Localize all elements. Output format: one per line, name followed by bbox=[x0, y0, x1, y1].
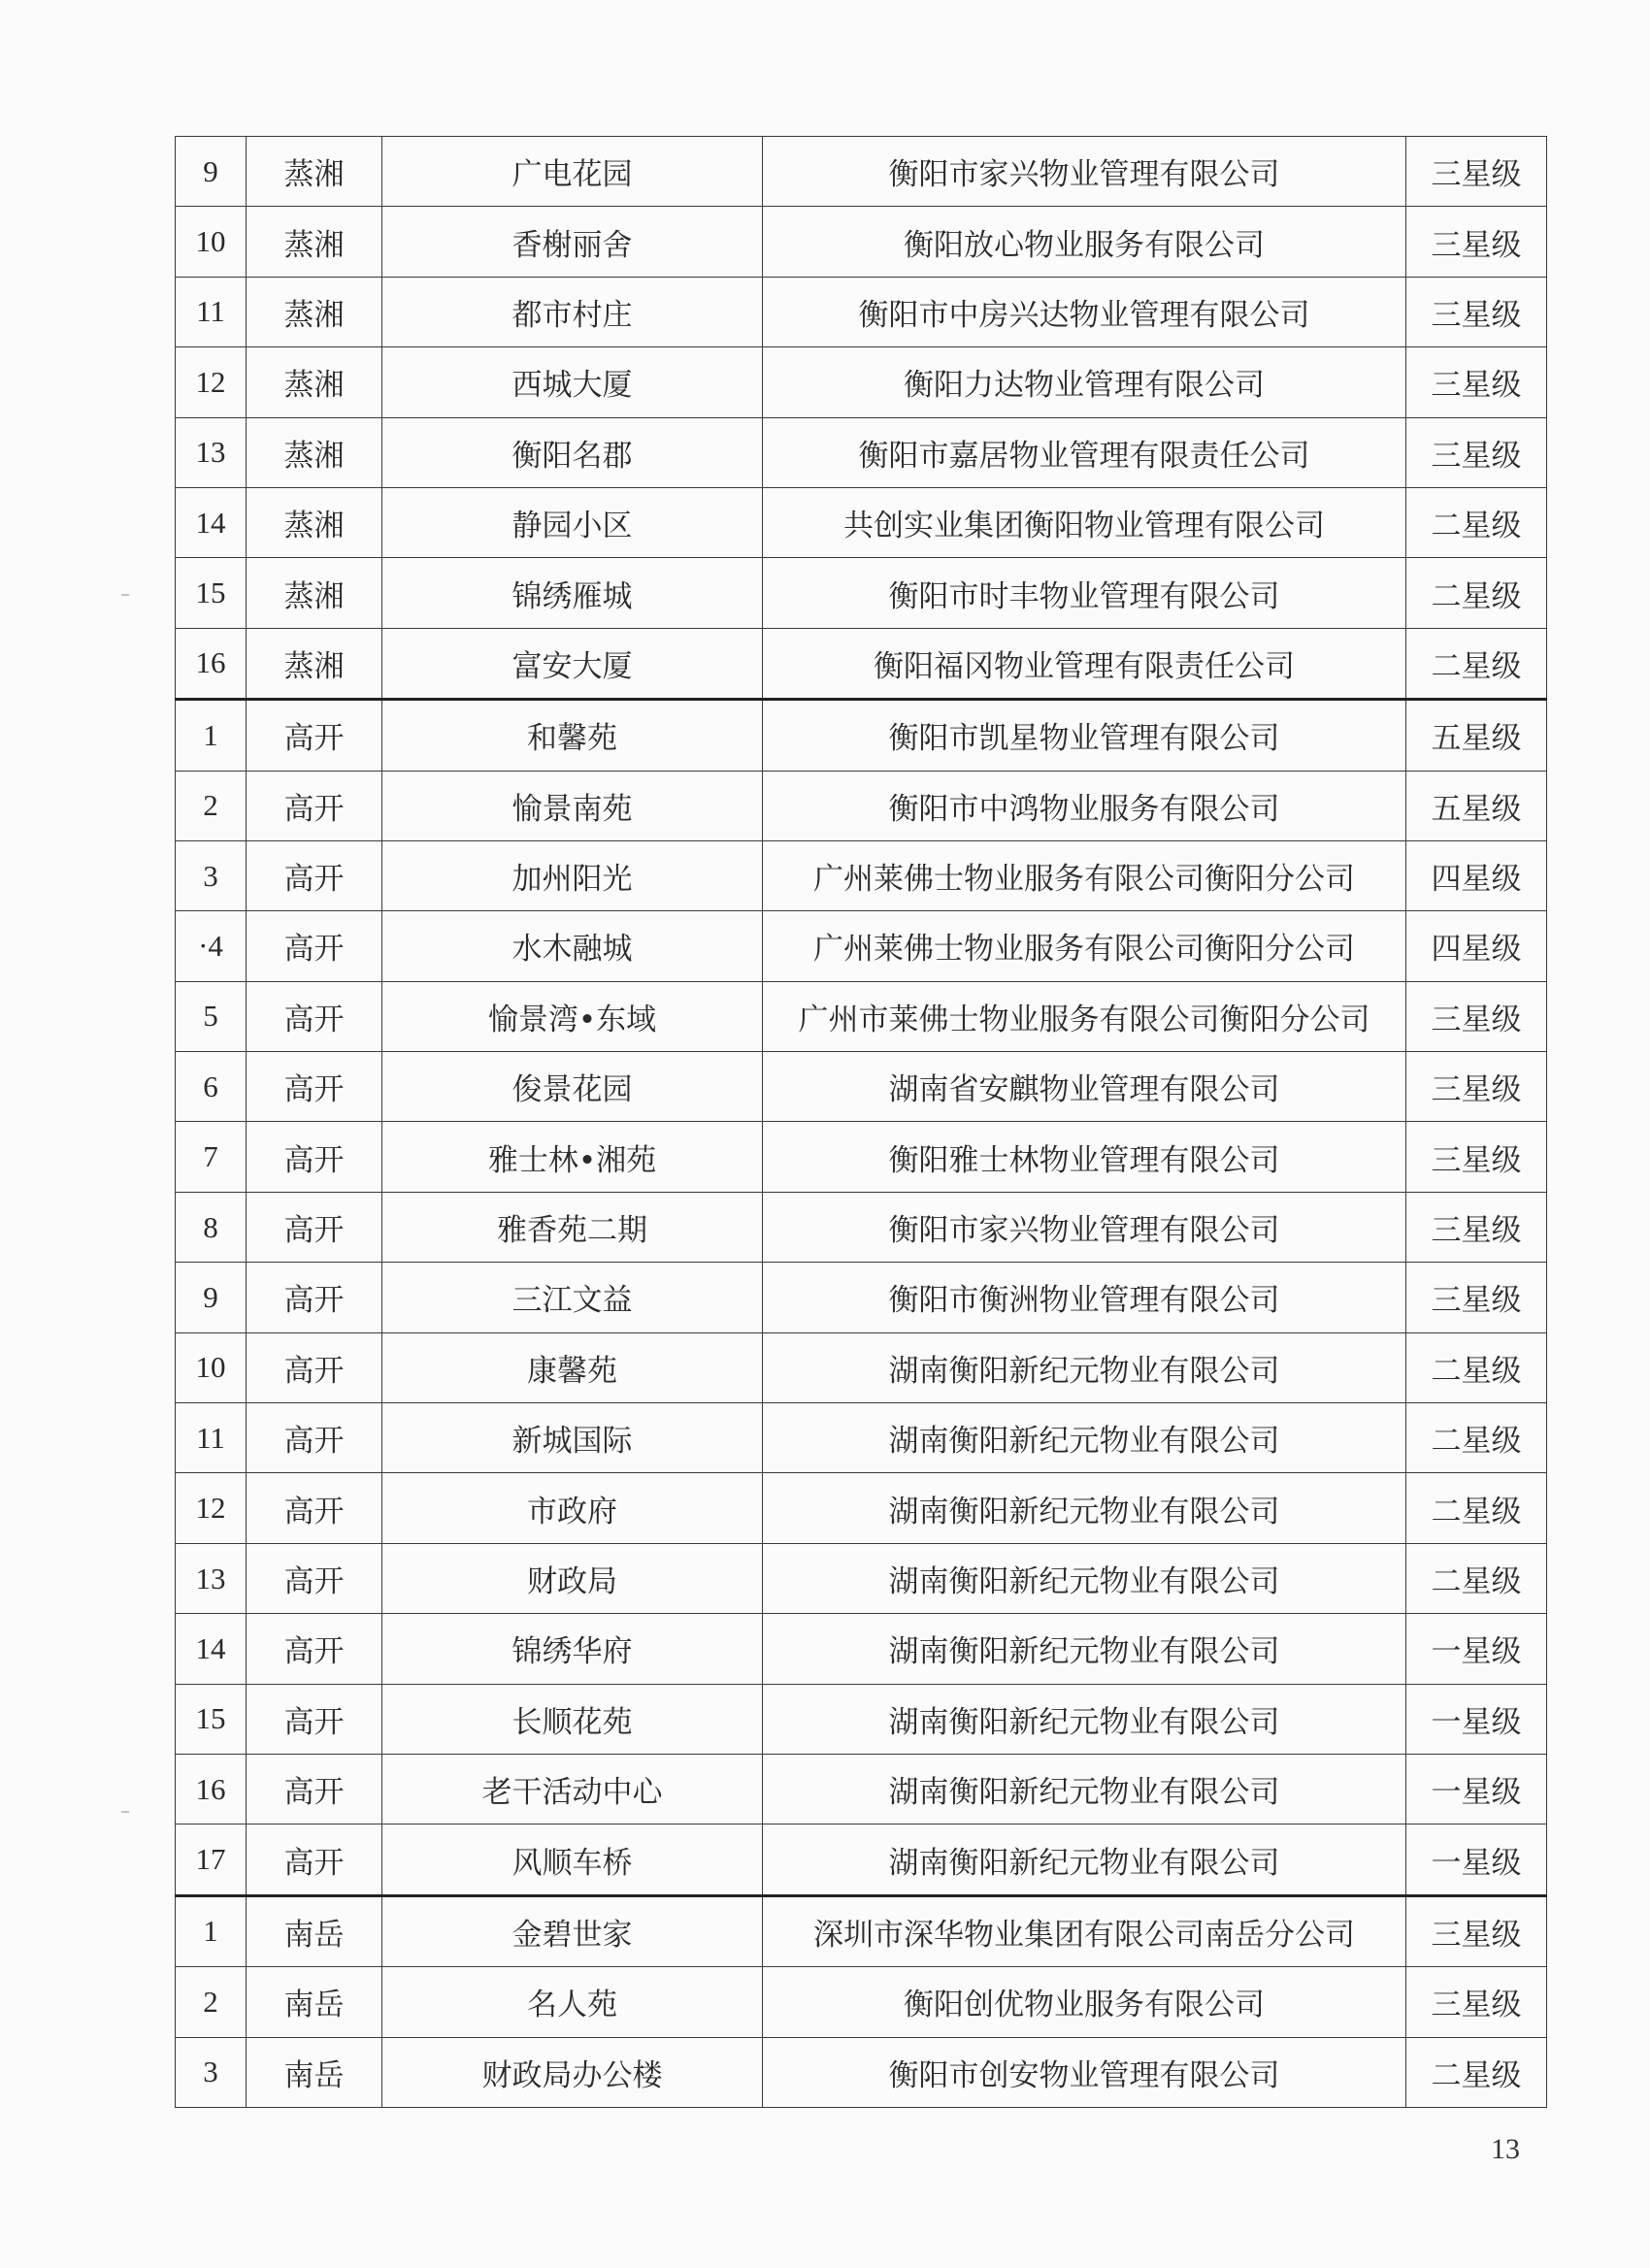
cell-number: 7 bbox=[176, 1122, 247, 1192]
cell-project-name: 新城国际 bbox=[382, 1403, 763, 1473]
cell-number: 8 bbox=[176, 1192, 247, 1262]
cell-star-level: 一星级 bbox=[1406, 1754, 1547, 1824]
cell-star-level: 二星级 bbox=[1406, 487, 1547, 557]
cell-project-name: 愉景南苑 bbox=[382, 771, 763, 840]
cell-project-name: 锦绣雁城 bbox=[382, 558, 763, 628]
cell-project-name: 市政府 bbox=[382, 1473, 763, 1543]
page-number: 13 bbox=[1491, 2133, 1520, 2165]
table-row bbox=[176, 417, 1547, 487]
cell-district: 高开 bbox=[247, 1684, 382, 1754]
cell-star-level: 二星级 bbox=[1406, 558, 1547, 628]
table-row bbox=[176, 1754, 1547, 1824]
cell-number: 1 bbox=[176, 700, 247, 771]
table-row bbox=[176, 558, 1547, 628]
cell-number: 16 bbox=[176, 628, 247, 699]
cell-number: ·4 bbox=[176, 911, 247, 981]
table-row bbox=[176, 911, 1547, 981]
cell-district: 蒸湘 bbox=[247, 628, 382, 699]
cell-star-level: 二星级 bbox=[1406, 1332, 1547, 1402]
table-row bbox=[176, 1684, 1547, 1754]
cell-number: 14 bbox=[176, 487, 247, 557]
cell-company: 衡阳放心物业服务有限公司 bbox=[763, 207, 1406, 277]
table-row bbox=[176, 1332, 1547, 1402]
cell-district: 蒸湘 bbox=[247, 347, 382, 417]
cell-star-level: 三星级 bbox=[1406, 1192, 1547, 1262]
cell-star-level: 四星级 bbox=[1406, 840, 1547, 910]
cell-project-name: 愉景湾•东域 bbox=[382, 981, 763, 1051]
table-row bbox=[176, 347, 1547, 417]
table-row bbox=[176, 2037, 1547, 2107]
cell-number: 3 bbox=[176, 2037, 247, 2107]
table-body bbox=[176, 137, 1547, 2108]
cell-star-level: 三星级 bbox=[1406, 1895, 1547, 1966]
cell-star-level: 二星级 bbox=[1406, 1403, 1547, 1473]
cell-project-name: 名人苑 bbox=[382, 1967, 763, 2037]
cell-project-name: 水木融城 bbox=[382, 911, 763, 981]
cell-star-level: 三星级 bbox=[1406, 1052, 1547, 1122]
cell-district: 蒸湘 bbox=[247, 137, 382, 207]
cell-project-name: 加州阳光 bbox=[382, 840, 763, 910]
cell-company: 湖南衡阳新纪元物业有限公司 bbox=[763, 1473, 1406, 1543]
cell-project-name: 和馨苑 bbox=[382, 700, 763, 771]
cell-district: 南岳 bbox=[247, 1895, 382, 1966]
cell-company: 衡阳市中房兴达物业管理有限公司 bbox=[763, 277, 1406, 346]
cell-number: 12 bbox=[176, 1473, 247, 1543]
table-row bbox=[176, 487, 1547, 557]
cell-company: 衡阳市家兴物业管理有限公司 bbox=[763, 1192, 1406, 1262]
cell-project-name: 康馨苑 bbox=[382, 1332, 763, 1402]
cell-number: 15 bbox=[176, 558, 247, 628]
table-row bbox=[176, 771, 1547, 840]
cell-company: 衡阳市衡洲物业管理有限公司 bbox=[763, 1263, 1406, 1332]
cell-number: 10 bbox=[176, 207, 247, 277]
cell-number: 9 bbox=[176, 137, 247, 207]
cell-company: 湖南衡阳新纪元物业有限公司 bbox=[763, 1824, 1406, 1895]
table-row bbox=[176, 207, 1547, 277]
cell-company: 湖南衡阳新纪元物业有限公司 bbox=[763, 1614, 1406, 1684]
cell-district: 高开 bbox=[247, 1614, 382, 1684]
cell-star-level: 四星级 bbox=[1406, 911, 1547, 981]
table-row bbox=[176, 1967, 1547, 2037]
cell-company: 衡阳市时丰物业管理有限公司 bbox=[763, 558, 1406, 628]
cell-star-level: 二星级 bbox=[1406, 2037, 1547, 2107]
cell-company: 衡阳雅士林物业管理有限公司 bbox=[763, 1122, 1406, 1192]
cell-company: 广州莱佛士物业服务有限公司衡阳分公司 bbox=[763, 911, 1406, 981]
table-row bbox=[176, 137, 1547, 207]
table-row bbox=[176, 840, 1547, 910]
table-row bbox=[176, 1192, 1547, 1262]
table-row bbox=[176, 1824, 1547, 1895]
table-row bbox=[176, 1052, 1547, 1122]
cell-district: 蒸湘 bbox=[247, 207, 382, 277]
cell-district: 高开 bbox=[247, 1122, 382, 1192]
cell-star-level: 三星级 bbox=[1406, 1263, 1547, 1332]
cell-project-name: 静园小区 bbox=[382, 487, 763, 557]
cell-number: 2 bbox=[176, 1967, 247, 2037]
cell-company: 共创实业集团衡阳物业管理有限公司 bbox=[763, 487, 1406, 557]
cell-number: 13 bbox=[176, 1543, 247, 1613]
cell-district: 南岳 bbox=[247, 2037, 382, 2107]
cell-project-name: 西城大厦 bbox=[382, 347, 763, 417]
cell-number: 10 bbox=[176, 1332, 247, 1402]
cell-company: 衡阳市嘉居物业管理有限责任公司 bbox=[763, 417, 1406, 487]
cell-star-level: 三星级 bbox=[1406, 207, 1547, 277]
table-row bbox=[176, 628, 1547, 699]
cell-star-level: 三星级 bbox=[1406, 1967, 1547, 2037]
cell-project-name: 富安大厦 bbox=[382, 628, 763, 699]
cell-district: 高开 bbox=[247, 1332, 382, 1402]
cell-district: 高开 bbox=[247, 1192, 382, 1262]
cell-number: 17 bbox=[176, 1824, 247, 1895]
cell-project-name: 金碧世家 bbox=[382, 1895, 763, 1966]
cell-company: 湖南衡阳新纪元物业有限公司 bbox=[763, 1403, 1406, 1473]
cell-district: 高开 bbox=[247, 911, 382, 981]
table-row bbox=[176, 981, 1547, 1051]
scan-speck bbox=[121, 594, 129, 596]
cell-number: 1 bbox=[176, 1895, 247, 1966]
cell-star-level: 三星级 bbox=[1406, 1122, 1547, 1192]
cell-company: 衡阳福冈物业管理有限责任公司 bbox=[763, 628, 1406, 699]
table-row bbox=[176, 1263, 1547, 1332]
cell-company: 湖南省安麒物业管理有限公司 bbox=[763, 1052, 1406, 1122]
cell-project-name: 三江文益 bbox=[382, 1263, 763, 1332]
cell-district: 高开 bbox=[247, 1403, 382, 1473]
cell-project-name: 雅士林•湘苑 bbox=[382, 1122, 763, 1192]
cell-star-level: 三星级 bbox=[1406, 277, 1547, 346]
cell-number: 11 bbox=[176, 1403, 247, 1473]
cell-company: 衡阳市家兴物业管理有限公司 bbox=[763, 137, 1406, 207]
table-row bbox=[176, 1543, 1547, 1613]
cell-number: 13 bbox=[176, 417, 247, 487]
cell-company: 广州莱佛士物业服务有限公司衡阳分公司 bbox=[763, 840, 1406, 910]
cell-project-name: 雅香苑二期 bbox=[382, 1192, 763, 1262]
cell-company: 湖南衡阳新纪元物业有限公司 bbox=[763, 1684, 1406, 1754]
table-row bbox=[176, 700, 1547, 771]
cell-company: 湖南衡阳新纪元物业有限公司 bbox=[763, 1754, 1406, 1824]
table-row bbox=[176, 1614, 1547, 1684]
cell-district: 高开 bbox=[247, 1824, 382, 1895]
cell-company: 湖南衡阳新纪元物业有限公司 bbox=[763, 1543, 1406, 1613]
cell-star-level: 二星级 bbox=[1406, 1473, 1547, 1543]
cell-number: 5 bbox=[176, 981, 247, 1051]
table-row bbox=[176, 1122, 1547, 1192]
cell-company: 衡阳力达物业管理有限公司 bbox=[763, 347, 1406, 417]
cell-number: 16 bbox=[176, 1754, 247, 1824]
cell-company: 广州市莱佛士物业服务有限公司衡阳分公司 bbox=[763, 981, 1406, 1051]
cell-district: 高开 bbox=[247, 1263, 382, 1332]
table-row bbox=[176, 1895, 1547, 1966]
cell-district: 高开 bbox=[247, 1473, 382, 1543]
cell-project-name: 衡阳名郡 bbox=[382, 417, 763, 487]
cell-project-name: 俊景花园 bbox=[382, 1052, 763, 1122]
cell-star-level: 一星级 bbox=[1406, 1684, 1547, 1754]
cell-district: 蒸湘 bbox=[247, 277, 382, 346]
cell-district: 高开 bbox=[247, 840, 382, 910]
cell-project-name: 长顺花苑 bbox=[382, 1684, 763, 1754]
cell-number: 2 bbox=[176, 771, 247, 840]
cell-project-name: 老干活动中心 bbox=[382, 1754, 763, 1824]
cell-project-name: 风顺车桥 bbox=[382, 1824, 763, 1895]
cell-district: 高开 bbox=[247, 981, 382, 1051]
cell-star-level: 三星级 bbox=[1406, 417, 1547, 487]
cell-star-level: 二星级 bbox=[1406, 1543, 1547, 1613]
cell-company: 深圳市深华物业集团有限公司南岳分公司 bbox=[763, 1895, 1406, 1966]
cell-number: 3 bbox=[176, 840, 247, 910]
cell-company: 衡阳创优物业服务有限公司 bbox=[763, 1967, 1406, 2037]
cell-star-level: 一星级 bbox=[1406, 1614, 1547, 1684]
cell-star-level: 一星级 bbox=[1406, 1824, 1547, 1895]
cell-district: 高开 bbox=[247, 1543, 382, 1613]
property-rating-table bbox=[175, 136, 1547, 2108]
cell-project-name: 财政局 bbox=[382, 1543, 763, 1613]
table-row bbox=[176, 1473, 1547, 1543]
cell-district: 南岳 bbox=[247, 1967, 382, 2037]
cell-project-name: 锦绣华府 bbox=[382, 1614, 763, 1684]
cell-star-level: 二星级 bbox=[1406, 628, 1547, 699]
cell-star-level: 五星级 bbox=[1406, 700, 1547, 771]
table-row bbox=[176, 277, 1547, 346]
cell-company: 衡阳市创安物业管理有限公司 bbox=[763, 2037, 1406, 2107]
cell-company: 衡阳市中鸿物业服务有限公司 bbox=[763, 771, 1406, 840]
table-row bbox=[176, 1403, 1547, 1473]
cell-district: 高开 bbox=[247, 771, 382, 840]
cell-number: 15 bbox=[176, 1684, 247, 1754]
cell-company: 衡阳市凯星物业管理有限公司 bbox=[763, 700, 1406, 771]
cell-number: 11 bbox=[176, 277, 247, 346]
cell-district: 蒸湘 bbox=[247, 487, 382, 557]
cell-number: 6 bbox=[176, 1052, 247, 1122]
cell-number: 14 bbox=[176, 1614, 247, 1684]
cell-star-level: 五星级 bbox=[1406, 771, 1547, 840]
cell-district: 高开 bbox=[247, 1754, 382, 1824]
cell-number: 12 bbox=[176, 347, 247, 417]
cell-district: 高开 bbox=[247, 1052, 382, 1122]
cell-district: 蒸湘 bbox=[247, 558, 382, 628]
cell-star-level: 三星级 bbox=[1406, 981, 1547, 1051]
cell-company: 湖南衡阳新纪元物业有限公司 bbox=[763, 1332, 1406, 1402]
cell-star-level: 三星级 bbox=[1406, 137, 1547, 207]
cell-project-name: 广电花园 bbox=[382, 137, 763, 207]
cell-project-name: 财政局办公楼 bbox=[382, 2037, 763, 2107]
cell-star-level: 三星级 bbox=[1406, 347, 1547, 417]
cell-number: 9 bbox=[176, 1263, 247, 1332]
cell-district: 高开 bbox=[247, 700, 382, 771]
cell-project-name: 香榭丽舍 bbox=[382, 207, 763, 277]
scan-speck bbox=[121, 1811, 129, 1813]
cell-district: 蒸湘 bbox=[247, 417, 382, 487]
cell-project-name: 都市村庄 bbox=[382, 277, 763, 346]
